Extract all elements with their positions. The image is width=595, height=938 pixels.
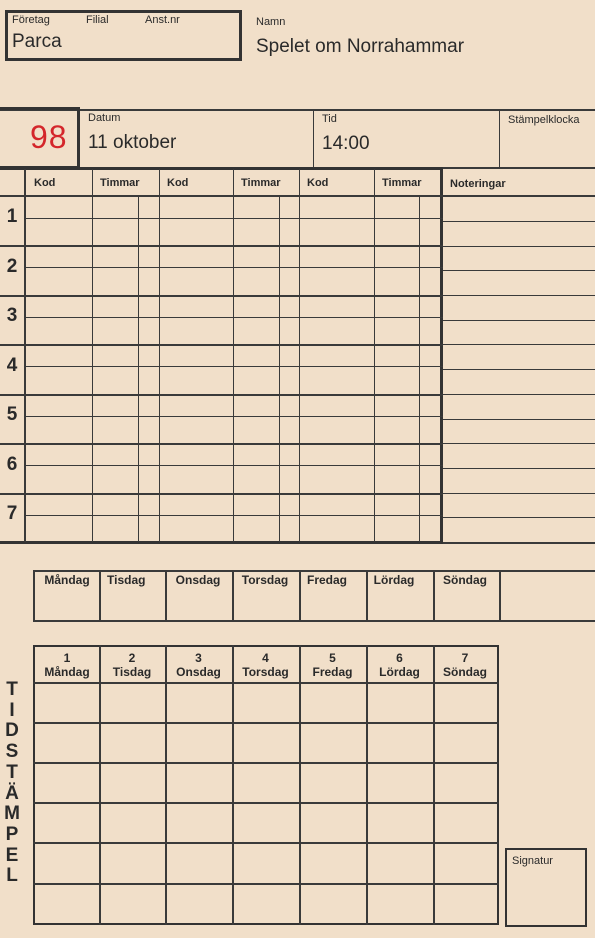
weekday-divider xyxy=(499,570,501,622)
weekday-wednesday: Onsdag xyxy=(175,573,221,587)
weekday-monday: Måndag xyxy=(44,573,90,587)
col-header-timmar-3: Timmar xyxy=(382,177,422,189)
grid-subline xyxy=(24,317,443,318)
name-label: Namn xyxy=(256,16,286,28)
grid-row-line xyxy=(0,245,443,247)
grid-subline xyxy=(24,416,443,417)
vertical-letter: I xyxy=(9,699,15,721)
row-number: 3 xyxy=(6,305,18,326)
vertical-letter: T xyxy=(6,761,18,783)
weekday-bottom-line xyxy=(33,620,595,622)
notes-line xyxy=(443,270,595,271)
stamp-day-number: 5 xyxy=(329,651,336,665)
stamp-day-6 xyxy=(366,651,433,679)
grid-row-line xyxy=(0,295,443,297)
date-value: 11 oktober xyxy=(88,132,177,153)
weekday-top-line xyxy=(33,570,595,572)
weekday-sunday: Söndag xyxy=(443,573,487,587)
weekday-saturday: Lördag xyxy=(373,573,415,587)
strip-top-line xyxy=(0,109,595,111)
notes-line xyxy=(443,443,595,444)
col-header-timmar-1: Timmar xyxy=(100,177,140,189)
grid-vline xyxy=(24,169,26,542)
notes-line xyxy=(443,246,595,247)
grid-header-line xyxy=(0,195,595,197)
grid-row-line xyxy=(0,493,443,495)
weekday-tuesday: Tisdag xyxy=(107,573,146,587)
stamp-day-name: Fredag xyxy=(312,665,353,679)
notes-bottom-line xyxy=(443,542,595,544)
stamp-day-3 xyxy=(165,651,232,679)
stamp-day-number: 3 xyxy=(195,651,202,665)
col-header-kod-1: Kod xyxy=(34,177,56,189)
notes-line xyxy=(443,468,595,469)
company-value: Parca xyxy=(12,31,62,52)
row-number: 7 xyxy=(6,503,18,524)
stamp-day-number: 2 xyxy=(128,651,136,665)
stamp-day-4 xyxy=(232,651,299,679)
divider xyxy=(499,109,500,169)
vertical-letter: S xyxy=(5,741,19,763)
grid-vline xyxy=(299,169,300,542)
stamp-day-name: Tisdag xyxy=(112,665,152,679)
grid-subline xyxy=(24,267,443,268)
row-number: 1 xyxy=(6,206,18,227)
notes-line xyxy=(443,320,595,321)
stamp-row-line xyxy=(33,682,499,684)
stamp-day-name: Söndag xyxy=(443,665,487,679)
stamp-day-number: 1 xyxy=(63,651,71,665)
grid-subline xyxy=(24,515,443,516)
row-number: 6 xyxy=(6,454,18,475)
stamp-day-name: Onsdag xyxy=(176,665,221,679)
card-number: 98 xyxy=(30,119,68,155)
signature-label: Signatur xyxy=(512,855,553,867)
weekday-friday: Fredag xyxy=(306,573,347,587)
clock-label: Stämpelklocka xyxy=(508,114,580,126)
company-label: Företag xyxy=(12,14,50,26)
vertical-letter: P xyxy=(5,823,19,845)
stamp-day-name: Måndag xyxy=(44,665,90,679)
vertical-letter: M xyxy=(4,803,20,825)
grid-subline xyxy=(24,218,443,219)
grid-vline xyxy=(279,196,280,542)
stamp-row-line xyxy=(33,762,499,764)
grid-vline xyxy=(138,196,139,542)
grid-subline xyxy=(24,465,443,466)
col-header-kod-2: Kod xyxy=(167,177,189,189)
notes-line xyxy=(443,493,595,494)
time-value: 14:00 xyxy=(322,133,370,154)
grid-vline xyxy=(233,169,234,542)
vertical-letter: Ä xyxy=(5,782,19,804)
employee-label: Anst.nr xyxy=(145,14,180,26)
vertical-letter: D xyxy=(5,720,19,742)
stamp-row-line xyxy=(33,722,499,724)
stamp-day-number: 7 xyxy=(461,651,469,665)
stamp-vertical-label xyxy=(4,680,20,887)
grid-vline xyxy=(374,169,375,542)
divider xyxy=(313,109,314,169)
stamp-day-number: 6 xyxy=(396,651,403,665)
notes-label: Noteringar xyxy=(450,178,506,190)
weekday-thursday: Torsdag xyxy=(241,573,289,587)
name-value: Spelet om Norrahammar xyxy=(256,36,465,57)
stamp-row-line xyxy=(33,802,499,804)
stamp-day-5 xyxy=(299,651,366,679)
stamp-row-line xyxy=(33,842,499,844)
grid-vline xyxy=(419,196,420,542)
stamp-day-2 xyxy=(99,651,165,679)
stamp-day-7 xyxy=(433,651,497,679)
grid-row-line xyxy=(0,394,443,396)
grid-vline xyxy=(159,169,160,542)
stamp-day-1 xyxy=(35,651,99,679)
notes-line xyxy=(443,369,595,370)
vertical-letter: E xyxy=(5,844,19,866)
col-header-kod-3: Kod xyxy=(307,177,329,189)
grid-row-line xyxy=(0,443,443,445)
vertical-letter: T xyxy=(6,679,18,700)
grid-subline xyxy=(24,366,443,367)
row-number: 5 xyxy=(6,404,18,425)
notes-line xyxy=(443,517,595,518)
branch-label: Filial xyxy=(86,14,109,26)
vertical-letter: L xyxy=(6,865,18,887)
stamp-day-name: Torsdag xyxy=(242,665,289,679)
notes-line xyxy=(443,394,595,395)
grid-vline xyxy=(92,169,93,542)
row-number: 2 xyxy=(6,256,18,277)
date-label: Datum xyxy=(88,112,121,124)
time-label: Tid xyxy=(322,113,337,125)
notes-line xyxy=(443,221,595,222)
notes-line xyxy=(443,295,595,296)
grid-row-line xyxy=(0,344,443,346)
row-number: 4 xyxy=(6,355,18,376)
stamp-row-line xyxy=(33,883,499,885)
stamp-day-number: 4 xyxy=(262,651,269,665)
notes-line xyxy=(443,419,595,420)
col-header-timmar-2: Timmar xyxy=(241,177,281,189)
stamp-day-name: Lördag xyxy=(379,665,420,679)
hours-grid xyxy=(0,167,443,544)
notes-line xyxy=(443,344,595,345)
